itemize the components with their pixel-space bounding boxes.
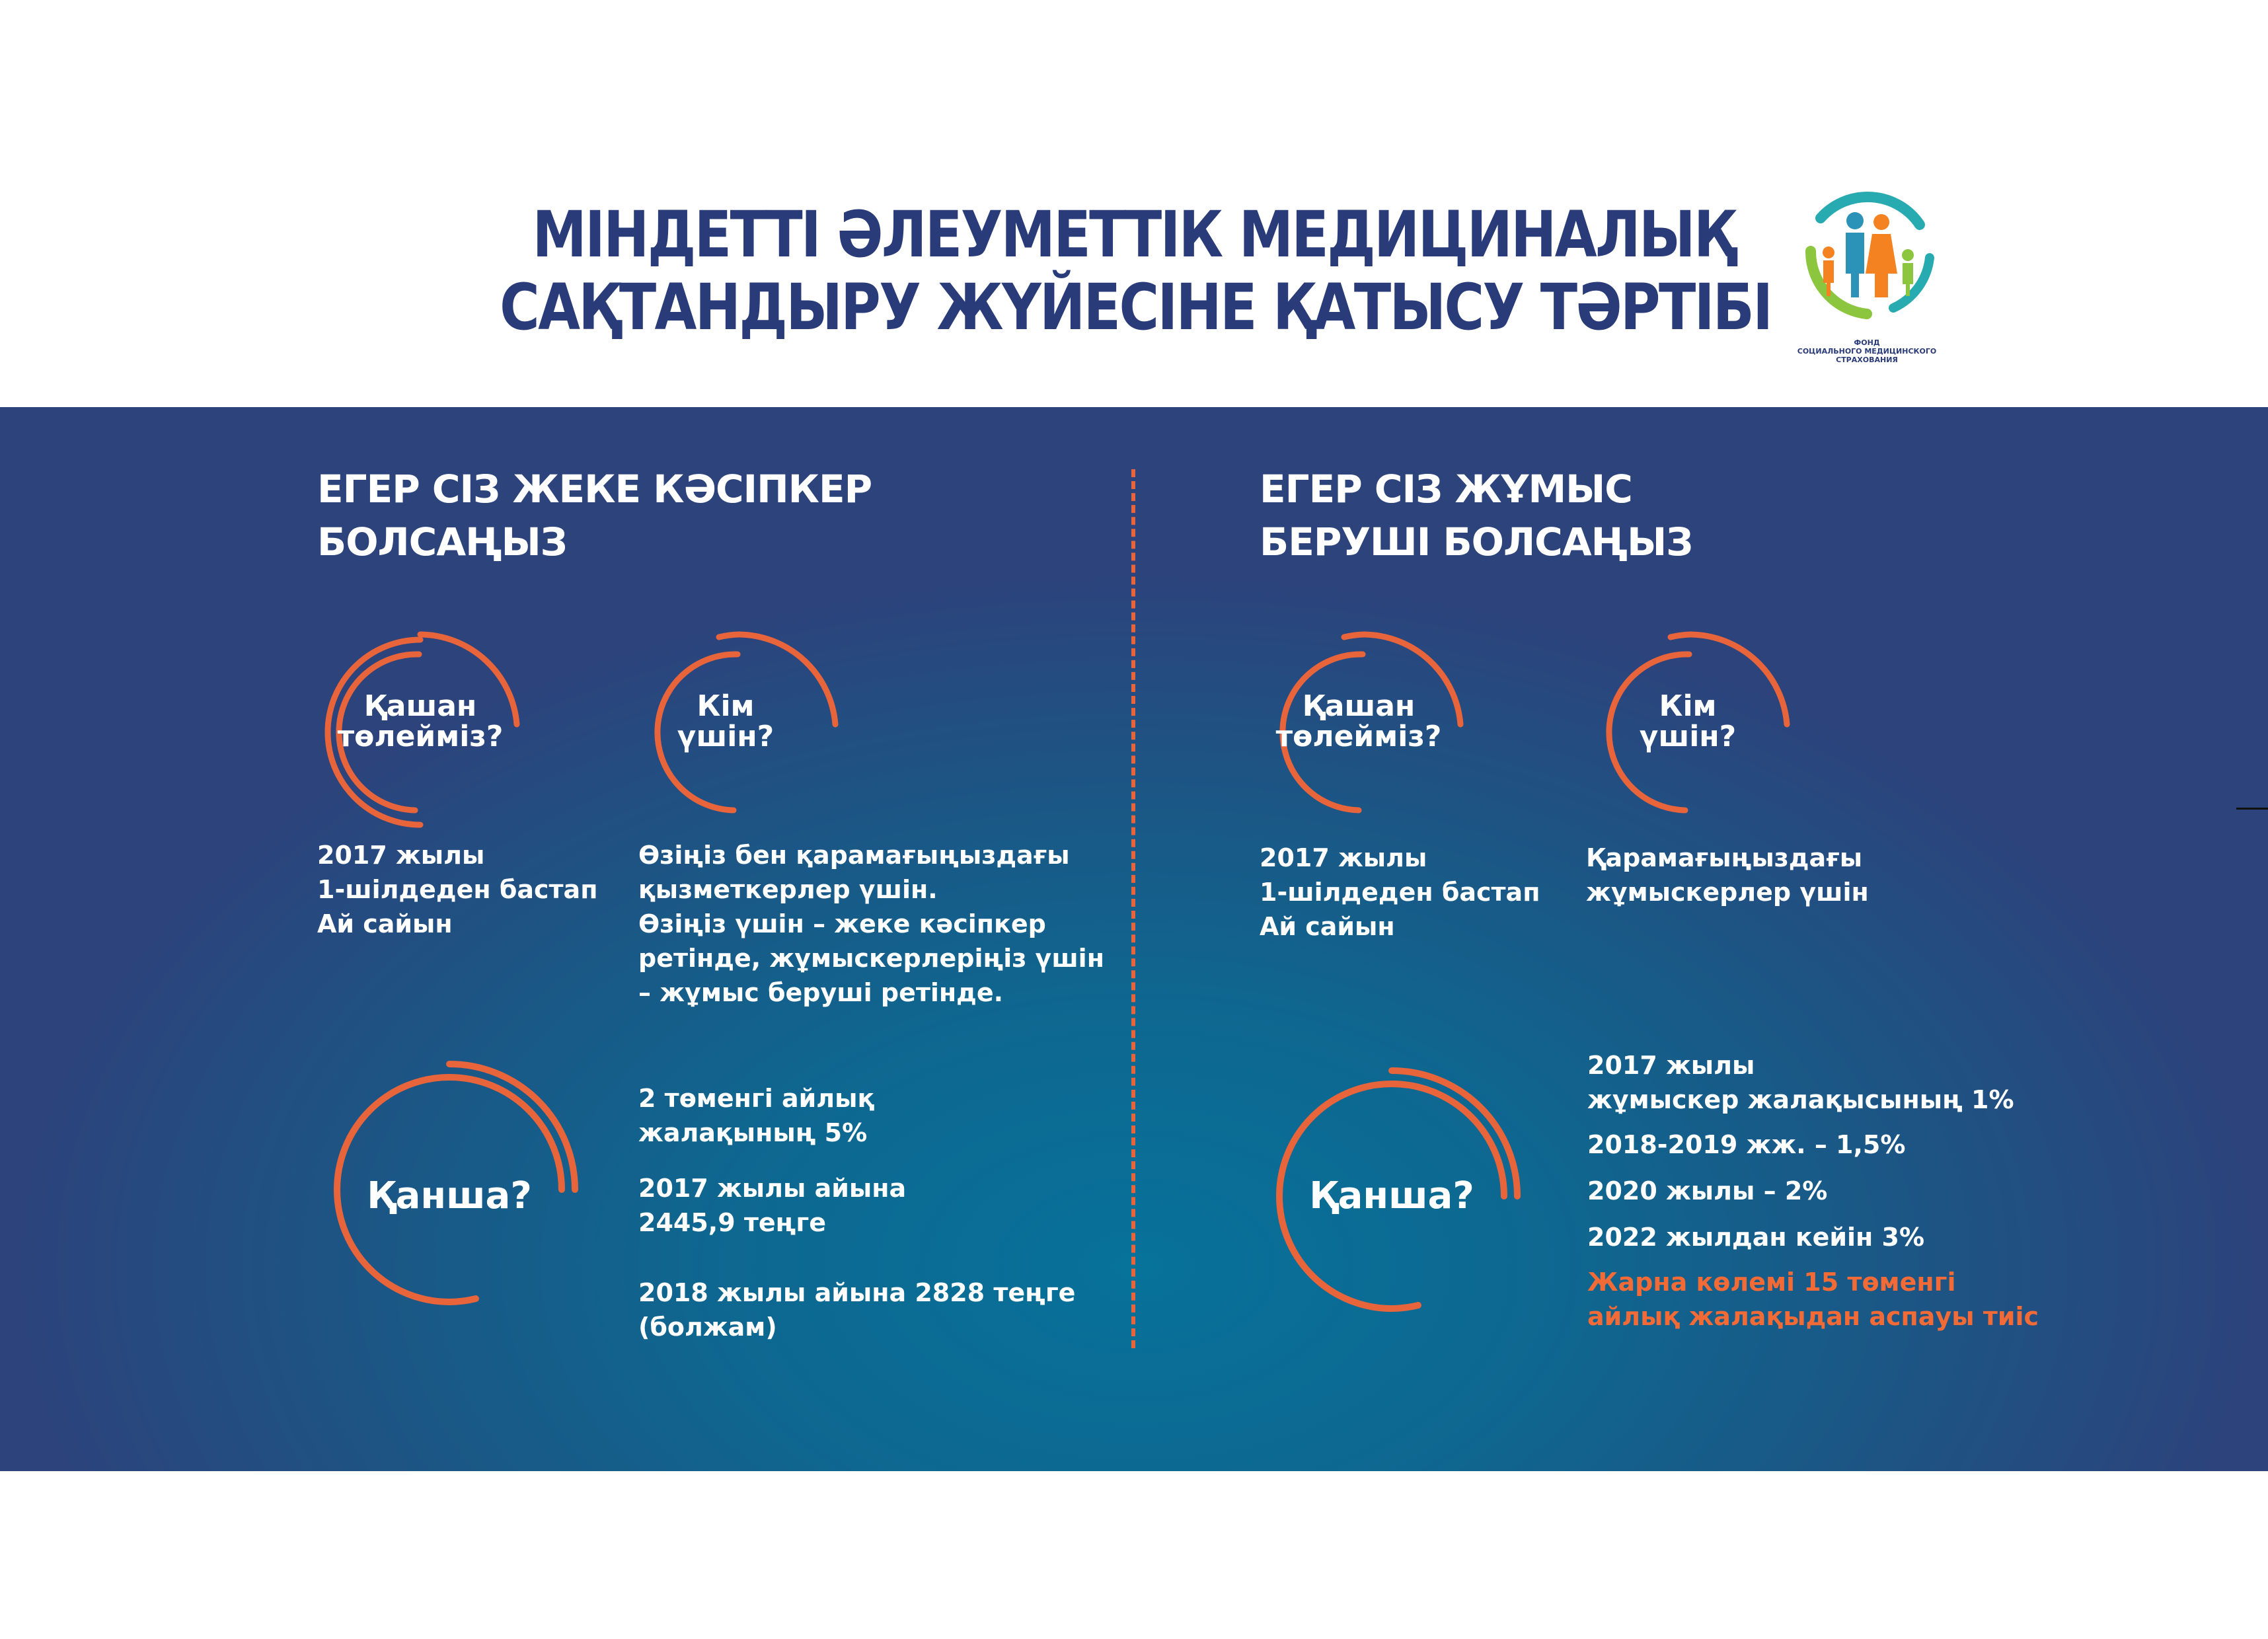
left-howmuch-p3-line2: (болжам) <box>638 1313 777 1342</box>
left-section-heading <box>317 463 872 568</box>
right-howmuch-note-line2: айлық жалақыдан аспауы тиіс <box>1587 1302 2039 1331</box>
right-howmuch-p1-line2: жұмыскер жалақысының 1% <box>1587 1085 2014 1114</box>
right-when-q-line2: төлейміз? <box>1275 720 1442 753</box>
left-when-a-line1: 2017 жылы <box>317 841 485 870</box>
left-who-a-line2: қызметкерлер үшін. <box>638 875 938 904</box>
right-who-q-line2: үшін? <box>1639 720 1737 753</box>
right-howmuch-p2 <box>1587 1127 1905 1162</box>
right-when-answer <box>1260 841 1540 944</box>
right-howmuch-p1 <box>1587 1048 2014 1117</box>
left-who-a-line5: – жұмыс беруші ретінде. <box>638 978 1004 1007</box>
right-who-answer <box>1586 841 1869 909</box>
left-who-answer <box>638 838 1104 1010</box>
family-logo-icon <box>1794 178 1940 330</box>
left-howmuch-p2-line1: 2017 жылы айына <box>638 1174 907 1203</box>
right-heading-line1: ЕГЕР СІЗ ЖҰМЫС <box>1260 467 1632 512</box>
right-howmuch-note-line1: Жарна көлемі 15 төменгі <box>1587 1268 1956 1297</box>
right-howmuch-p3-line: 2020 жылы – 2% <box>1587 1176 1828 1205</box>
left-howmuch-p3-line1: 2018 жылы айына 2828 теңге <box>638 1278 1076 1307</box>
right-who-a-line2: жұмыскерлер үшін <box>1586 878 1869 907</box>
right-when-q-line1: Қашан <box>1302 689 1416 723</box>
left-when-q-line2: төлейміз? <box>337 720 504 753</box>
right-who-a-line1: Қарамағыңыздағы <box>1586 843 1863 872</box>
section-divider <box>1131 469 1135 1348</box>
right-when-a-line1: 2017 жылы <box>1260 843 1427 872</box>
right-howmuch-p3 <box>1587 1174 1827 1208</box>
right-when-a-line2: 1-шілдеден бастап <box>1260 878 1540 907</box>
right-who-question <box>1582 691 1794 752</box>
page-title-line2: САҚТАНДЫРУ ЖҮЙЕСІНЕ ҚАТЫСУ ТӘРТІБІ <box>500 270 1772 344</box>
right-when-a-line3: Ай сайын <box>1260 912 1395 941</box>
right-heading-line2: БЕРУШІ БОЛСАҢЫЗ <box>1260 519 1693 564</box>
left-heading-line1: ЕГЕР СІЗ ЖЕКЕ КӘСІПКЕР <box>317 467 872 512</box>
right-howmuch-p4-line: 2022 жылдан кейін 3% <box>1587 1223 1925 1252</box>
left-who-a-line3: Өзіңіз үшін – жеке кәсіпкер <box>638 909 1046 938</box>
left-howmuch-p1 <box>638 1081 874 1150</box>
left-who-q-line1: Кім <box>697 689 755 723</box>
fund-logo <box>1758 178 1976 370</box>
left-when-question <box>315 691 526 752</box>
left-howmuch-p2 <box>638 1171 906 1240</box>
fund-logo-line1: ФОНД <box>1854 338 1880 347</box>
right-when-question <box>1253 691 1464 752</box>
left-who-a-line4: ретінде, жұмыскерлеріңіз үшін <box>638 944 1104 973</box>
right-howmuch-question: Қанша? <box>1309 1174 1474 1217</box>
right-howmuch-p1-line1: 2017 жылы <box>1587 1051 1755 1080</box>
left-when-a-line3: Ай сайын <box>317 909 453 938</box>
left-when-answer <box>317 838 597 941</box>
right-howmuch-note <box>1587 1265 2039 1334</box>
left-who-a-line1: Өзіңіз бен қарамағыңыздағы <box>638 841 1070 870</box>
left-when-a-line2: 1-шілдеден бастап <box>317 875 598 904</box>
page-title <box>500 198 1772 344</box>
right-howmuch-p2-line: 2018-2019 жж. – 1,5% <box>1587 1130 1906 1159</box>
left-howmuch-question: Қанша? <box>367 1174 532 1217</box>
fund-logo-caption <box>1758 338 1976 364</box>
page-title-line1: МІНДЕТТІ ӘЛЕУМЕТТІК МЕДИЦИНАЛЫҚ <box>532 198 1735 272</box>
edge-mark <box>2236 808 2268 810</box>
fund-logo-line3: СТРАХОВАНИЯ <box>1836 356 1898 364</box>
right-howmuch-p4 <box>1587 1220 1924 1254</box>
left-when-q-line1: Қашан <box>363 689 477 723</box>
left-howmuch-p1-line1: 2 төменгі айлық <box>638 1084 875 1113</box>
left-heading-line2: БОЛСАҢЫЗ <box>317 519 567 564</box>
fund-logo-line2: СОЦИАЛЬНОГО МЕДИЦИНСКОГО <box>1797 347 1937 356</box>
right-section-heading <box>1260 463 1692 568</box>
left-howmuch-p3 <box>638 1276 1075 1344</box>
left-howmuch-p2-line2: 2445,9 теңге <box>638 1208 826 1237</box>
left-who-q-line2: үшін? <box>677 720 775 753</box>
right-who-q-line1: Кім <box>1659 689 1717 723</box>
left-howmuch-p1-line2: жалақының 5% <box>638 1118 868 1147</box>
left-who-question <box>620 691 831 752</box>
